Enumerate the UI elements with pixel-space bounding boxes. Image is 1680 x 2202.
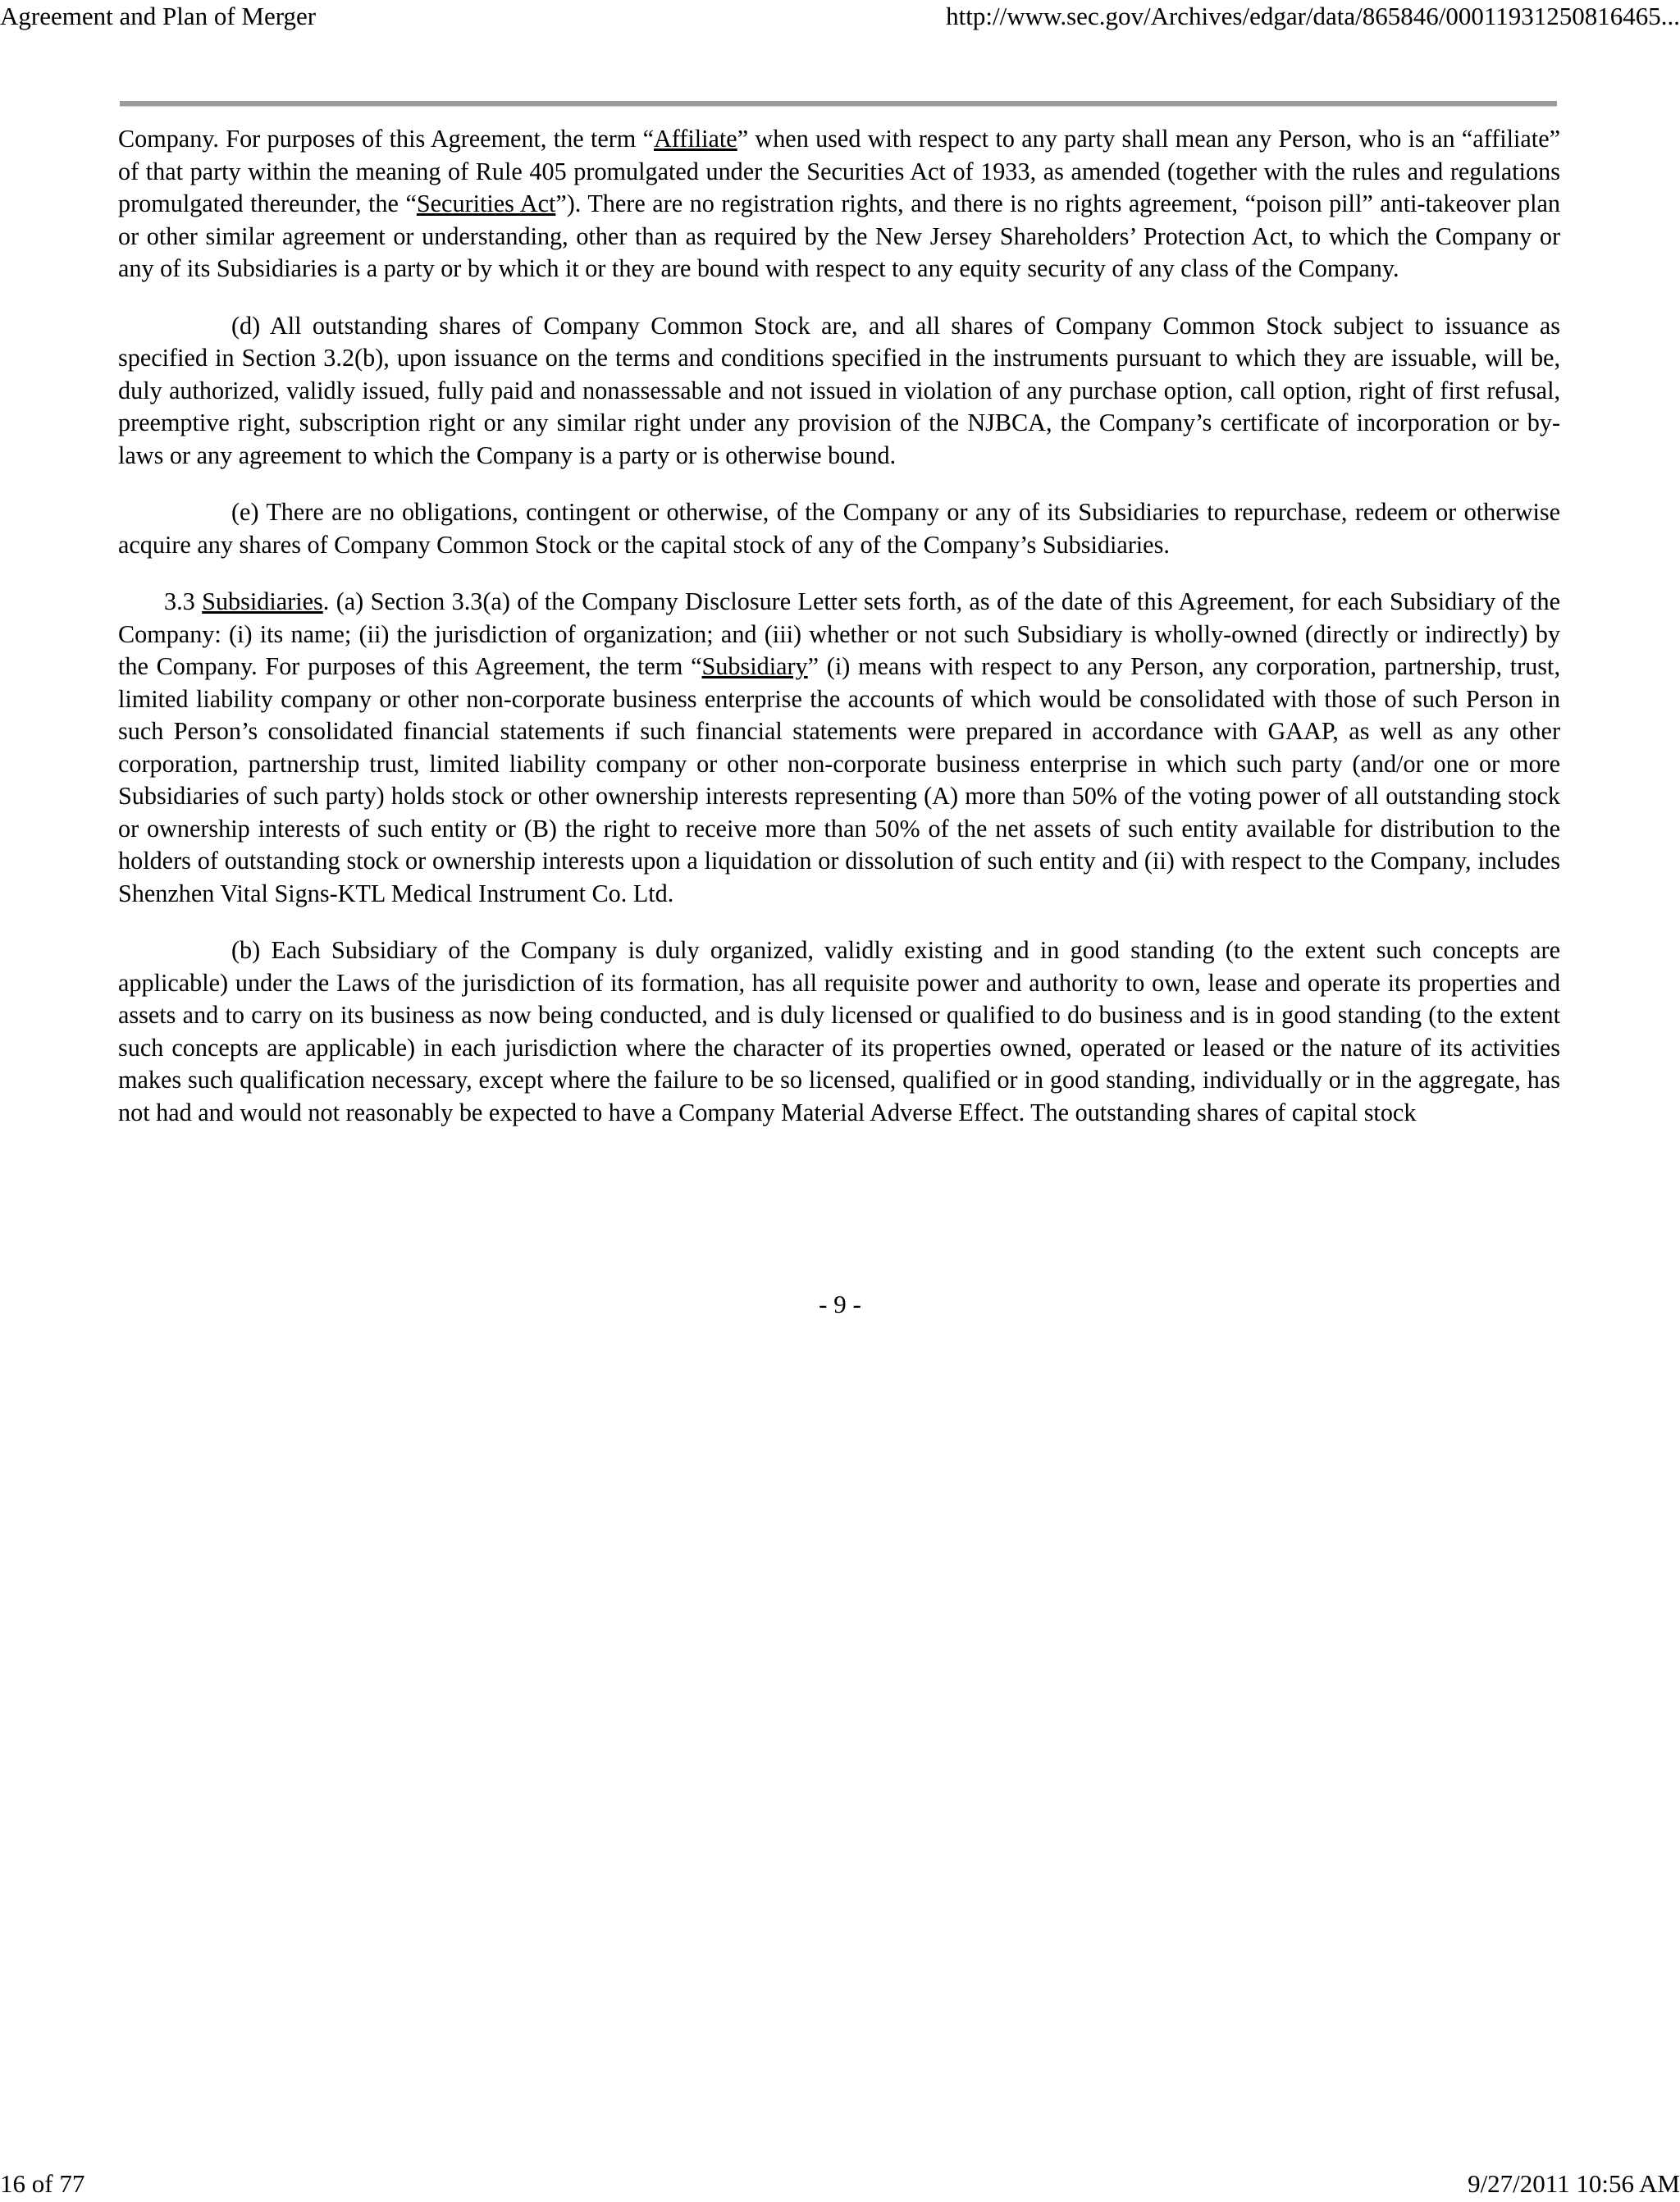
defined-term-subsidiary: Subsidiary (701, 652, 808, 680)
header-document-title: Agreement and Plan of Merger (0, 2, 317, 30)
paragraph-affiliate-definition: Company. For purposes of this Agreement, the term “Affiliate” when used with respect to any party shall mean any Person, who is an “affiliate” of that party within the meaning of Rule 405 promulgated under the Securities Act of 1933, as amended (together with the rules and regulations promulgated thereunder, the “Securities Act”). There are no registration rights, and there is no rights agreement, “poison pill” anti-takeover plan or other similar agreement or understanding, other than as required by the New Jersey Shareholders’ Protection Act, to which the Company or any of its Subsidiaries is a party or by which it or they are bound with respect to any equity security of any class of the Company. (118, 125, 1561, 282)
header-url: http://www.sec.gov/Archives/edgar/data/865846/00011931250816465... (946, 2, 1680, 30)
footer-page-count: 16 of 77 (0, 2169, 85, 2198)
paragraph-3-3-b: (b) Each Subsidiary of the Company is duly organized, validly existing and in good standing (to the extent such concepts are applicable) under the Laws of the jurisdiction of its formation, has all requisite power and authority to own, lease and operate its properties and assets and to carry on its business as now being conducted, and is duly licensed or qualified to do business and is in good standing (to the extent such concepts are applicable) in each jurisdiction where the character of its properties owned, operated or leased or the nature of its activities makes such qualification necessary, except where the failure to be so licensed, qualified or in good standing, individually or in the aggregate, has not had and would not reasonably be expected to have a Company Material Adverse Effect. The outstanding shares of capital stock (118, 936, 1560, 1126)
document-body (118, 123, 1560, 1154)
page-number: - 9 - (819, 1290, 861, 1318)
defined-term-affiliate: Affiliate (653, 125, 737, 153)
header-divider (120, 101, 1557, 107)
paragraph-3-2-e: (e) There are no obligations, contingent or otherwise, of the Company or any of its Subsidiaries to repurchase, redeem or otherwise acquire any shares of Company Common Stock or the capital stock of any of the Company’s Subsidiaries. (118, 498, 1560, 559)
paragraph-3-3-a: 3.3 Subsidiaries. (a) Section 3.3(a) of the Company Disclosure Letter sets forth, as of the date of this Agreement, for each Subsidiary of the Company: (i) its name; (ii) the jurisdiction of organization; and (iii) whether or not such Subsidiary is wholly-owned (directly or indirectly) by the Company. For purposes of this Agreement, the term “Subsidiary” (i) means with respect to any Person, any corporation, partnership, trust, limited liability company or other non-corporate business enterprise the accounts of which would be consolidated with those of such Person in such Person’s consolidated financial statements if such financial statements were prepared in accordance with GAAP, as well as any other corporation, partnership trust, limited liability company or other non-corporate business enterprise in which such party (and/or one or more Subsidiaries of such party) holds stock or other ownership interests representing (A) more than 50% of the voting power of all outstanding stock or ownership interests of such entity or (B) the right to receive more than 50% of the net assets of such entity available for distribution to the holders of outstanding stock or ownership interests upon a liquidation or dissolution of such entity and (ii) with respect to the Company, includes Shenzhen Vital Signs-KTL Medical Instrument Co. Ltd. (118, 587, 1561, 907)
defined-term-securities-act: Securities Act (416, 190, 556, 217)
section-heading-subsidiaries: Subsidiaries (202, 587, 323, 615)
footer-timestamp: 9/27/2011 10:56 AM (1468, 2169, 1680, 2198)
section-number: 3.3 (164, 587, 203, 615)
paragraph-3-2-d: (d) All outstanding shares of Company Common Stock are, and all shares of Company Common Stock subject to issuance as specified in Section 3.2(b), upon issuance on the terms and conditions specified in the instruments pursuant to which they are issuable, will be, duly authorized, validly issued, fully paid and nonassessable and not issued in violation of any purchase option, call option, right of first refusal, preemptive right, subscription right or any similar right under any provision of the NJBCA, the Company’s certificate of incorporation or by-laws or any agreement to which the Company is a party or is otherwise bound. (118, 311, 1560, 469)
